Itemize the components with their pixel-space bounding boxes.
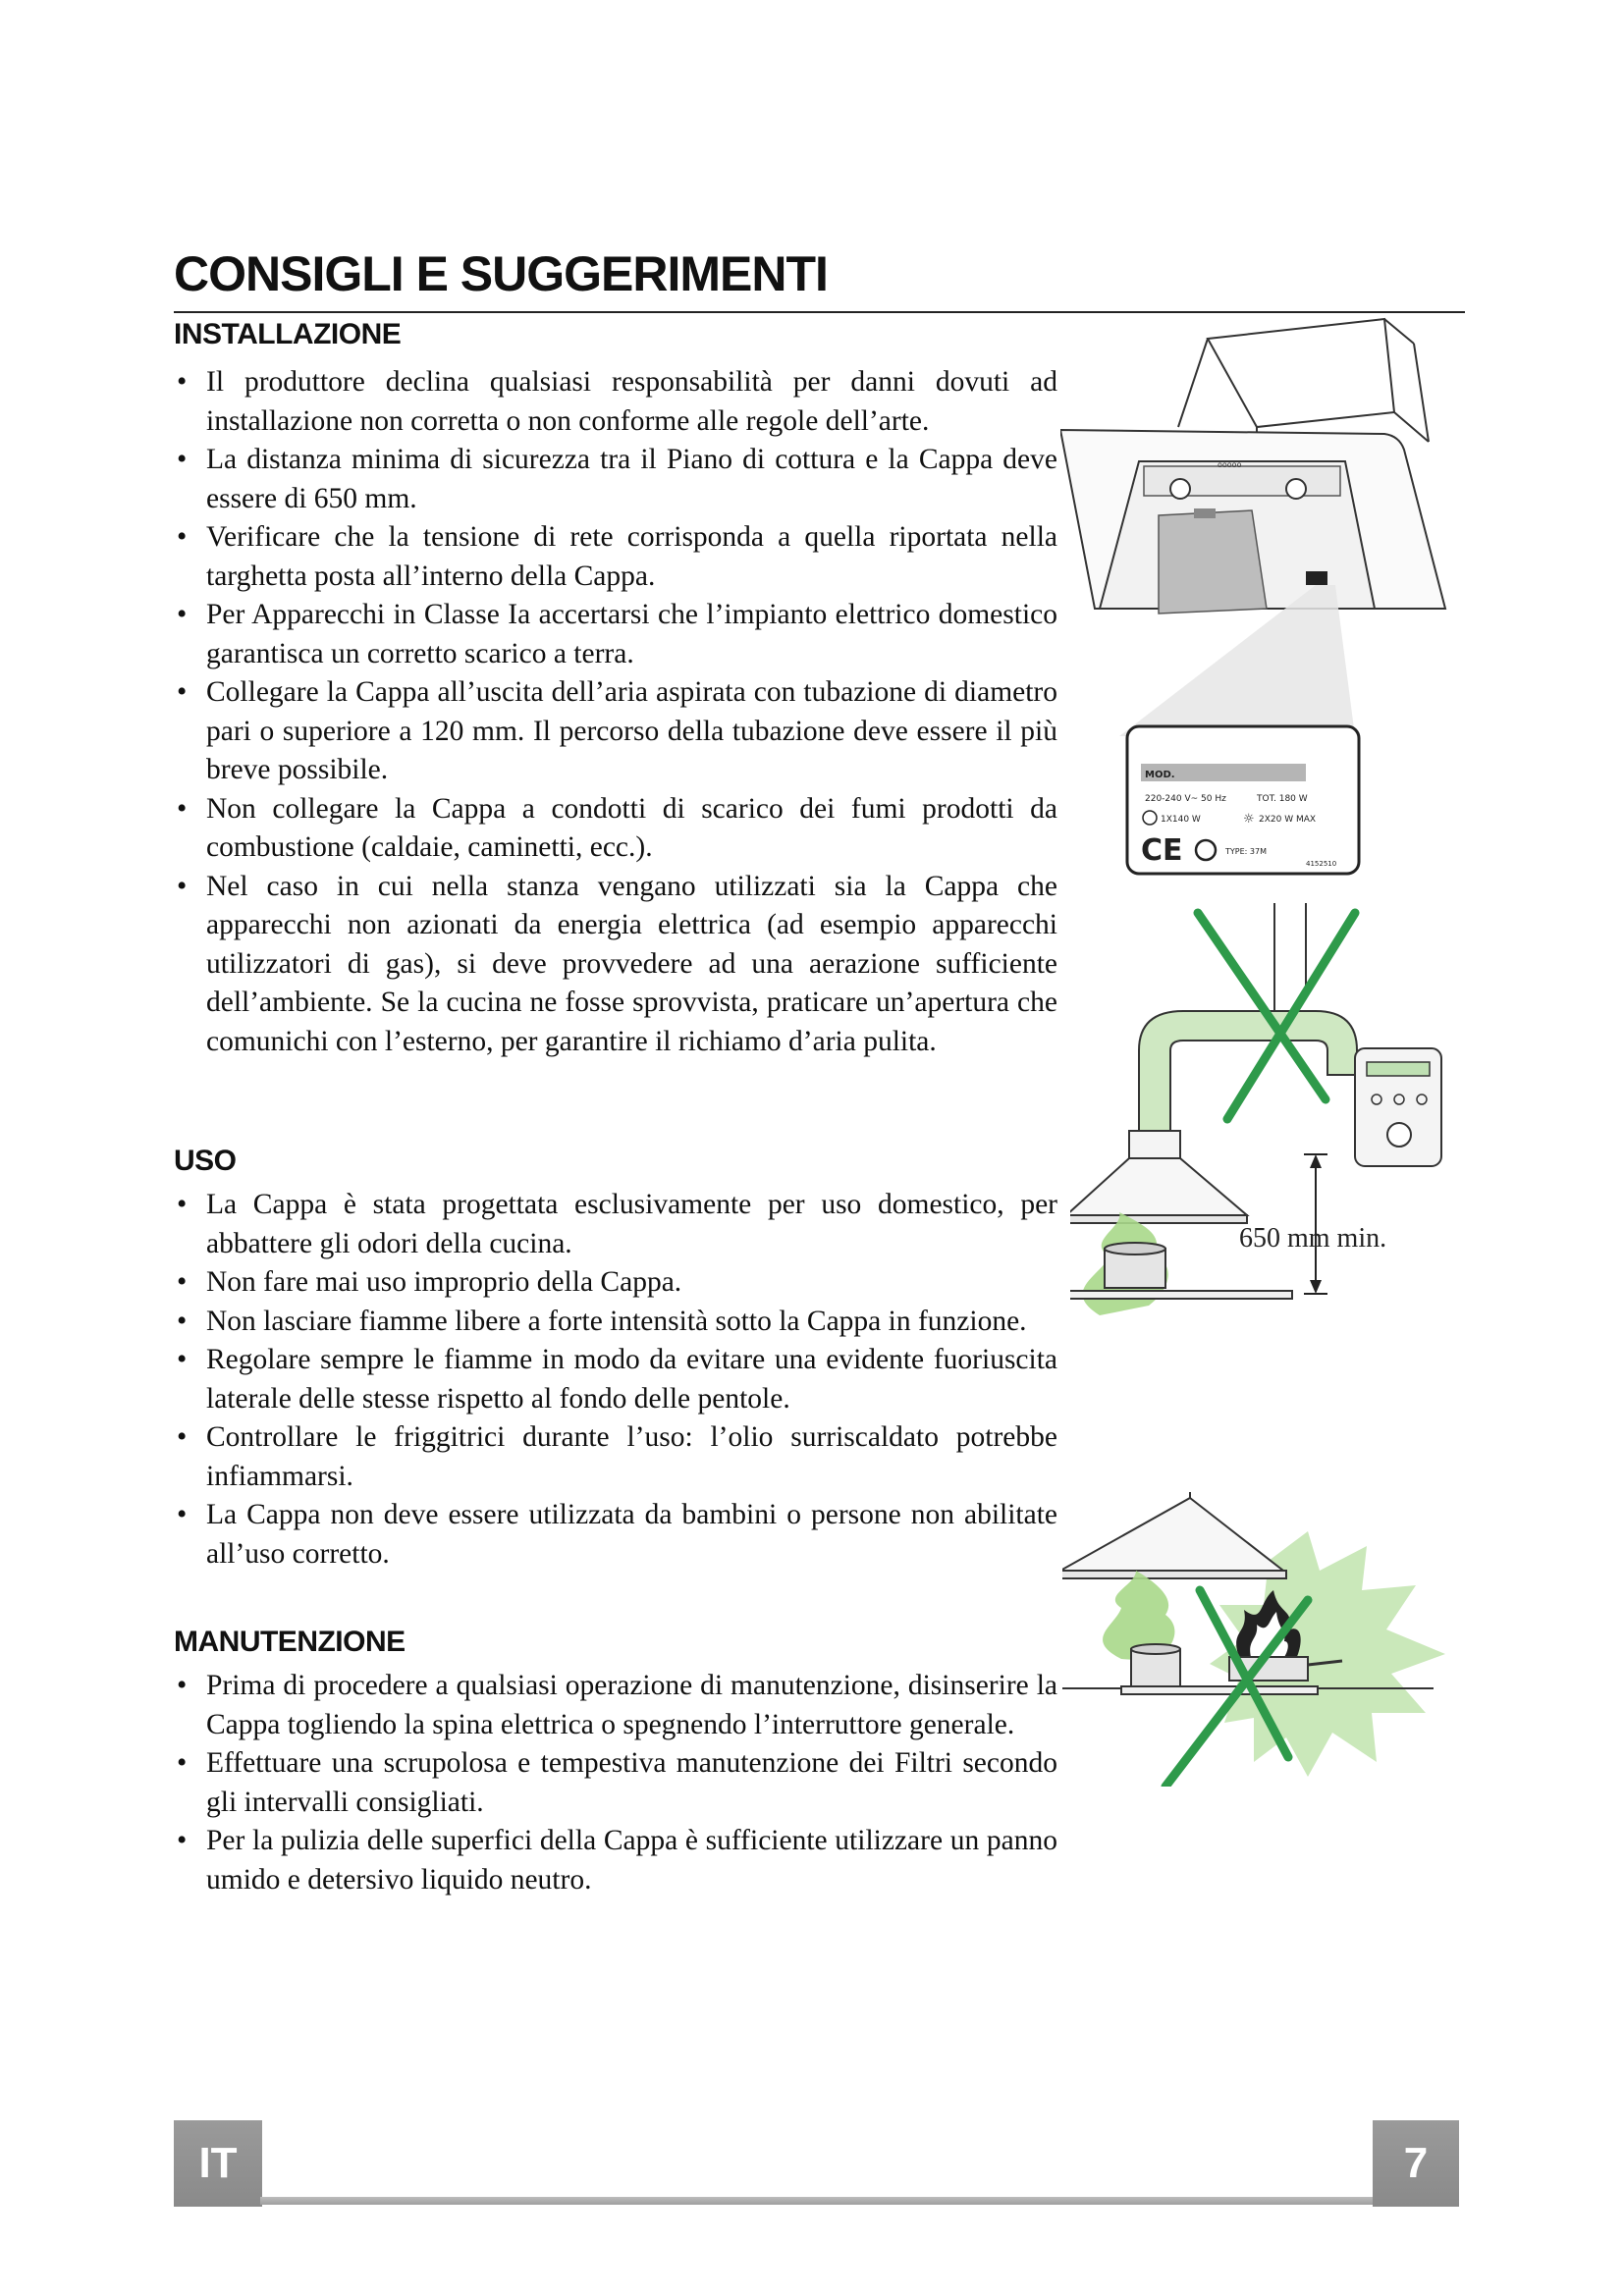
page-number: 7 [1373,2120,1459,2207]
list-item: • Non fare mai uso improprio della Cappa. [174,1263,1057,1303]
page-title: CONSIGLI E SUGGERIMENTI [174,246,828,301]
list-item: • Non collegare la Cappa a condotti di scarico dei fumi prodotti da combustione (caldaie, caminetti, ecc.). [174,790,1057,868]
plate-type: TYPE: 37M [1225,847,1267,856]
flame-warning-illustration [1062,1492,1455,1787]
list-item: • La Cappa è stata progettata esclusivamente per uso domestico, per abbattere gli odori della cucina. [174,1186,1057,1263]
language-tab: IT [174,2120,262,2207]
list-item: • Prima di procedere a qualsiasi operazione di manutenzione, disinserire la Cappa togliendo la spina elettrica o spegnendo l’interruttore generale. [174,1667,1057,1744]
list-item: • Non lasciare fiamme libere a forte intensità sotto la Cappa in funzione. [174,1303,1057,1342]
list-item: • La distanza minima di sicurezza tra il Piano di cottura e la Cappa deve essere di 650 mm. [174,441,1057,518]
svg-text:ooooo: ooooo [1218,460,1242,469]
list-item: • Verificare che la tensione di rete corrisponda a quella riportata nella targhetta posta all’interno della Cappa. [174,518,1057,596]
plate-voltage: 220-240 V~ 50 Hz [1145,794,1226,804]
plate-total-power: TOT. 180 W [1257,794,1308,804]
list-installazione [174,363,1057,1061]
plate-code: 4152510 [1306,860,1337,868]
list-item: • Controllare le friggitrici durante l’uso: l’olio surriscaldato potrebbe infiammarsi. [174,1418,1057,1496]
heading-manutenzione: MANUTENZIONE [174,1626,406,1658]
heading-uso: USO [174,1145,237,1177]
distance-label: 650 mm min. [1239,1223,1387,1254]
title-rule [174,311,1465,313]
list-item: • Regolare sempre le fiamme in modo da evitare una evidente fuoriuscita laterale delle stesse rispetto al fondo delle pentole. [174,1341,1057,1418]
list-item: • La Cappa non deve essere utilizzata da bambini o persone non abilitate all’uso corretto. [174,1496,1057,1574]
plate-motor-power: 1X140 W [1161,815,1201,825]
footer-rule [260,2197,1375,2205]
plate-lamp-power: 2X20 W MAX [1259,815,1317,825]
list-item: • Effettuare una scrupolosa e tempestiva manutenzione dei Filtri secondo gli intervalli consigliati. [174,1744,1057,1822]
heading-installazione: INSTALLAZIONE [174,318,402,350]
list-item: • Collegare la Cappa all’uscita dell’aria aspirata con tubazione di diametro pari o superiore a 120 mm. Il percorso della tubazione deve essere il più breve possibile. [174,673,1057,790]
list-item: • Nel caso in cui nella stanza vengano utilizzati sia la Cappa che apparecchi non azionati da energia elettrica (ad esempio apparecchi utilizzatori di gas), si deve provvedere ad una aerazione sufficiente dell’ambiente. Se la cucina ne fosse sprovvista, praticare un’apertura che comunichi con l’esterno, per garantire il richiamo d’aria pulita. [174,868,1057,1062]
list-uso [174,1186,1057,1574]
plate-model-label: MOD. [1145,770,1175,780]
hood-rating-plate-illustration [1060,314,1453,883]
ce-mark-icon: CE [1141,833,1183,868]
lamp-icon: ☼ [1243,812,1255,827]
list-item: • Il produttore declina qualsiasi responsabilità per danni dovuti ad installazione non corretta o non conforme alle regole dell’arte. [174,363,1057,441]
list-item: • Per la pulizia delle superfici della Cappa è sufficiente utilizzare un panno umido e detersivo liquido neutro. [174,1822,1057,1899]
list-manutenzione [174,1667,1057,1899]
list-item: • Per Apparecchi in Classe Ia accertarsi che l’impianto elettrico domestico garantisca un corretto scarico a terra. [174,596,1057,673]
